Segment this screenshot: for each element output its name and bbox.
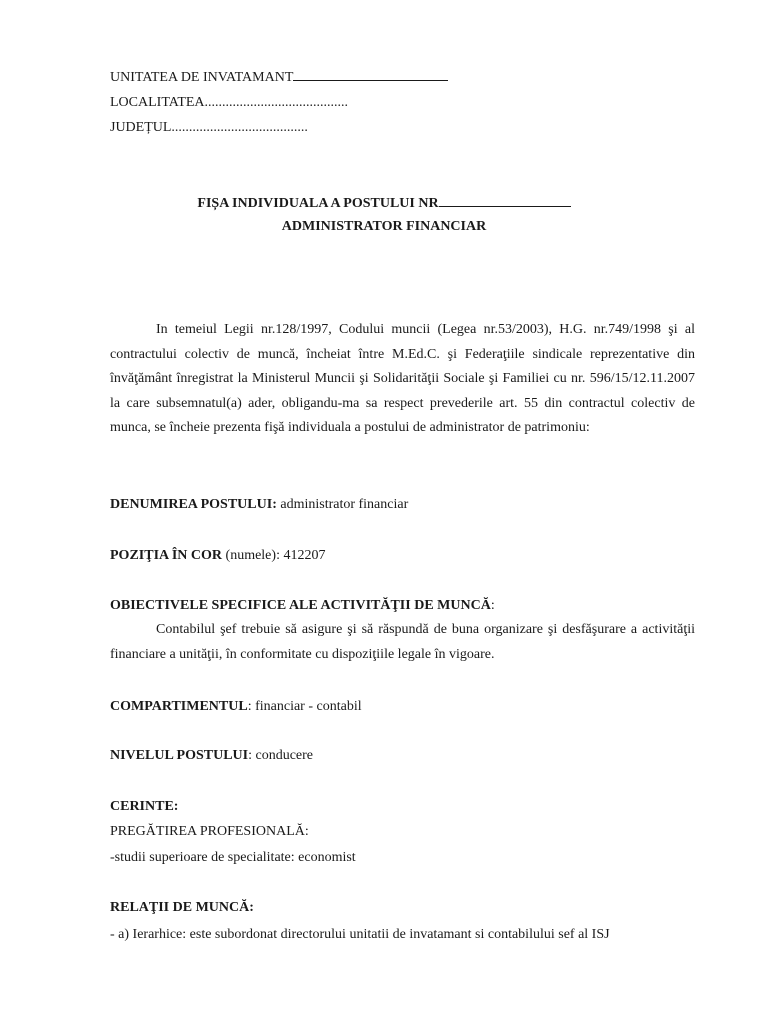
unitate-label: UNITATEA DE INVATAMANT xyxy=(110,70,294,85)
nivelul-label: NIVELUL POSTULUI xyxy=(110,748,249,763)
obiective-text: Contabilul şef trebuie să asigure şi să răspundă de buna organizare şi desfăşurare a activităţii financiare a unităţii, în conformitate cu dispoziţiile legale în vigoare. xyxy=(110,622,695,662)
compartimentul-line xyxy=(110,697,362,717)
denumirea-value: administrator financiar xyxy=(276,497,409,512)
title-number-blank xyxy=(439,194,571,207)
title-line-1 xyxy=(0,194,768,212)
obiective-heading xyxy=(110,596,495,616)
title-line-2 xyxy=(0,219,768,235)
compartimentul-label: COMPARTIMENTUL xyxy=(110,699,248,714)
compartimentul-value: : financiar - contabil xyxy=(247,699,362,714)
nivelul-value: : conducere xyxy=(248,748,314,763)
denumirea-label: DENUMIREA POSTULUI: xyxy=(110,497,277,512)
obiective-label: OBIECTIVELE SPECIFICE ALE ACTIVITĂŢII DE MUNCĂ xyxy=(110,598,491,613)
judet-label: JUDEȚUL....................................... xyxy=(110,120,308,135)
title-text: FIȘA INDIVIDUALA A POSTULUI NR xyxy=(197,196,439,211)
unitate-blank xyxy=(293,68,448,81)
pozitia-line xyxy=(110,546,325,566)
denumirea-line xyxy=(110,495,408,515)
cerinte-heading: CERINTE: xyxy=(110,799,179,814)
unitate-line xyxy=(110,68,448,88)
pozitia-label: POZIŢIA ÎN COR xyxy=(110,548,223,563)
obiective-colon: : xyxy=(490,598,495,613)
intro-paragraph: In temeiul Legii nr.128/1997, Codului muncii (Legea nr.53/2003), H.G. nr.749/1998 şi al contractului colectiv de muncă, încheiat între M.Ed.C. şi Federaţiile sindicale reprezentative din învăţământ înregistrat la Ministerul Muncii şi Solidarităţii Sociale şi Familiei cu nr. 596/15/12.11.2007 la care subsemnatul(a) ader, obligandu-ma sa respect prevederile art. 55 din contractul colectiv de munca, se încheie prezenta fişă individuala a postului de administrator de patrimoniu: xyxy=(110,322,695,436)
localitate-label: LOCALITATEA......................................... xyxy=(110,95,349,110)
judet-line xyxy=(110,118,308,138)
pregatirea-line: PREGĂTIREA PROFESIONALĂ: xyxy=(110,824,309,839)
ierarhice-line: - a) Ierarhice: este subordonat directorului unitatii de invatamant si contabilului sef al ISJ xyxy=(110,927,610,942)
localitate-line xyxy=(110,93,348,113)
nivelul-line xyxy=(110,746,313,766)
relatii-heading: RELAŢII DE MUNCĂ: xyxy=(110,900,254,915)
studii-line: -studii superioare de specialitate: economist xyxy=(110,850,356,865)
pozitia-value: (numele): 412207 xyxy=(222,548,326,563)
subtitle-text: ADMINISTRATOR FINANCIAR xyxy=(281,219,487,234)
